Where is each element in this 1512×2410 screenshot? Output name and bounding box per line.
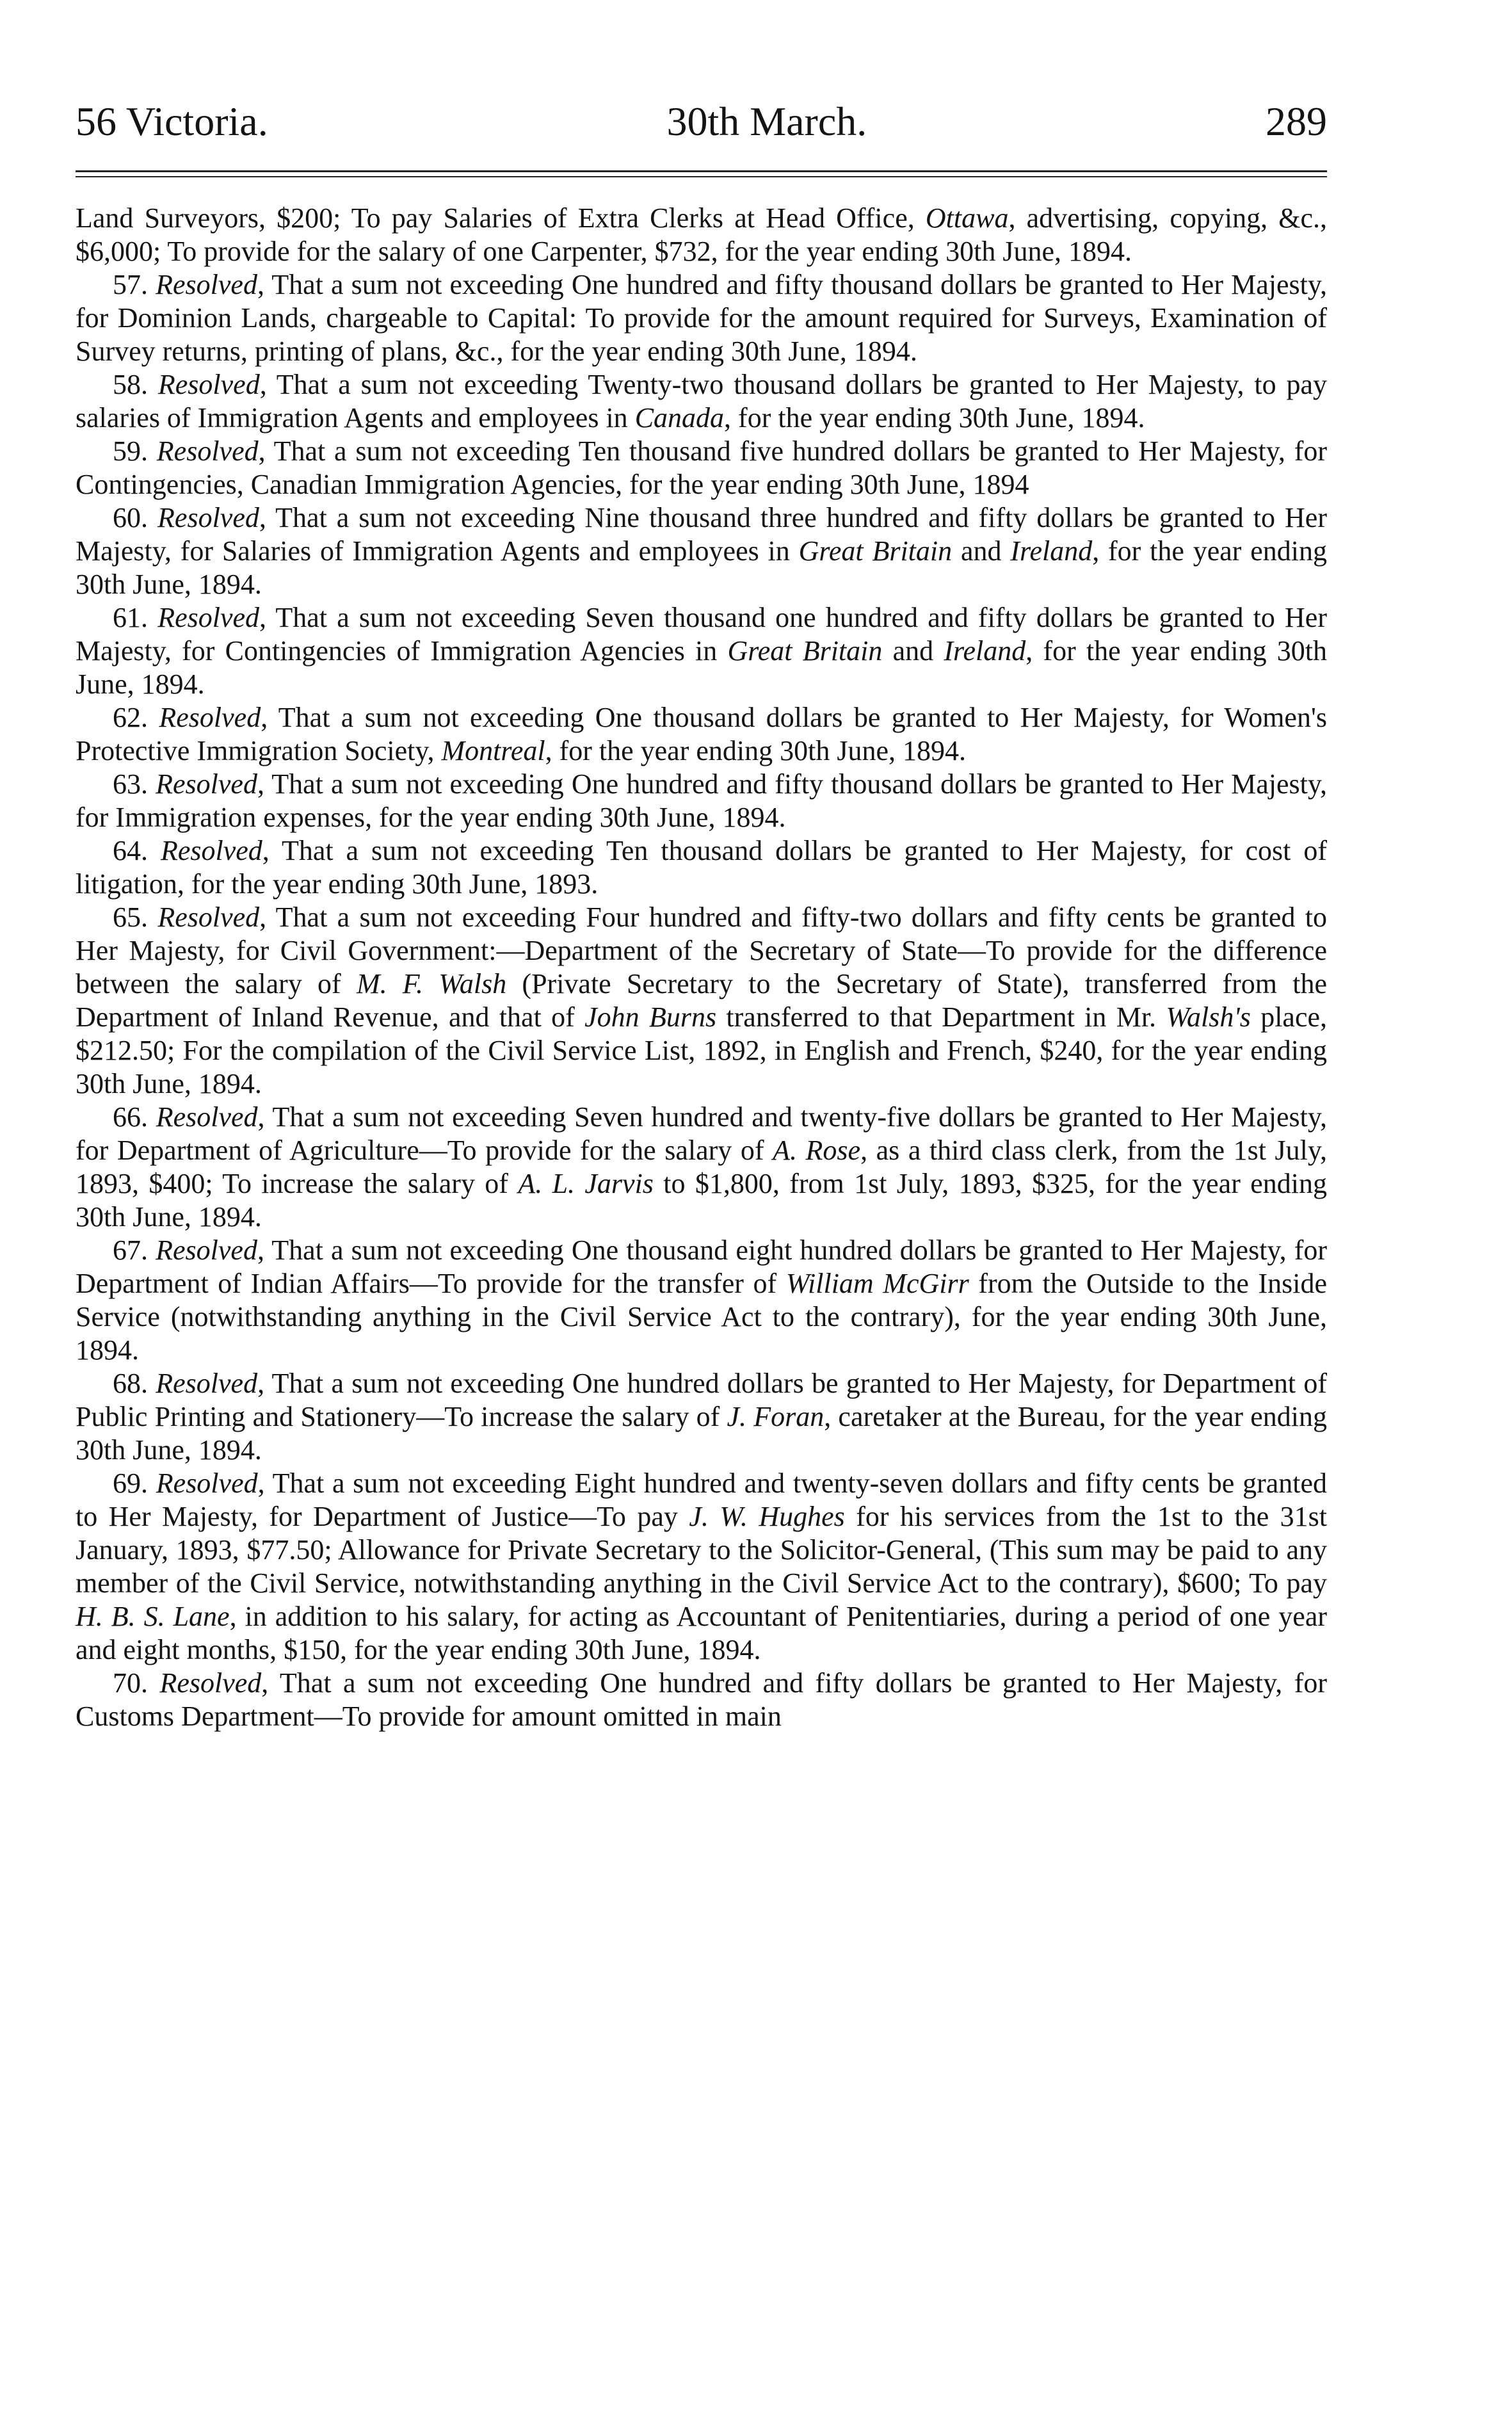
italic-text: Resolved [159, 1667, 262, 1699]
body-text: , That a sum not exceeding Ten thousand five hundred dollars be granted to Her Majesty, for Contingencies, Canadian Immigration Agencies, for the year ending 30th June, 1894 [76, 435, 1328, 500]
italic-text: Resolved [156, 1368, 258, 1399]
resolution-number: 66. [113, 1101, 156, 1133]
resolution-paragraph [76, 834, 1327, 901]
resolution-number: 57. [113, 269, 156, 300]
resolution-number: 58. [113, 369, 158, 400]
italic-text: Ottawa [925, 202, 1009, 234]
italic-text: J. Foran [727, 1401, 824, 1432]
body-text: , That a sum not exceeding One thousand dollars be granted to Her Majesty, for Women's Protective Immigration Society, [76, 702, 1328, 766]
body-text: , for the year ending 30th June, 1894. [724, 402, 1145, 433]
body-text: , That a sum not exceeding One hundred and fifty dollars be granted to Her Majesty, for Customs Department—To provide for amount omitted in main [76, 1667, 1328, 1732]
resolution-paragraph [76, 1367, 1327, 1467]
document-page [76, 96, 1327, 1733]
italic-text: A. L. Jarvis [518, 1168, 654, 1199]
body-text: , That a sum not exceeding Seven hundred and twenty-five dollars be granted to Her Majesty, for Department of Agriculture—To provide for the salary of [76, 1101, 1328, 1166]
body-text: , That a sum not exceeding Seven thousand one hundred and fifty dollars be granted to Her Majesty, for Contingencies of Immigration Agencies in [76, 602, 1327, 667]
body-text: , That a sum not exceeding Ten thousand dollars be granted to Her Majesty, for cost of litigation, for the year ending 30th June, 1893. [76, 835, 1328, 900]
italic-text: Resolved [156, 1234, 257, 1266]
resolution-number: 70. [113, 1667, 160, 1699]
body-text: , caretaker at the Bureau, for the year ending 30th June, 1894. [76, 1401, 1327, 1466]
document-body [76, 202, 1327, 1733]
body-text: , That a sum not exceeding One hundred and fifty thousand dollars be granted to Her Majesty, for Immigration expenses, for the year ending 30th June, 1894. [76, 768, 1327, 833]
continued-paragraph [76, 202, 1327, 268]
body-text: transferred to that Department in Mr. [716, 1001, 1166, 1033]
italic-text: Resolved [156, 1468, 258, 1499]
body-text: , for the year ending 30th June, 1894. [76, 535, 1327, 600]
italic-text: Montreal [441, 735, 545, 766]
italic-text: M. F. Walsh [356, 968, 507, 999]
resolution-number: 65. [113, 902, 158, 933]
body-text: , That a sum not exceeding One thousand eight hundred dollars be granted to Her Majesty, for Department of Indian Affairs—To provide for the transfer of [76, 1234, 1327, 1299]
body-text: , That a sum not exceeding Eight hundred and twenty-seven dollars and fifty cents be granted to Her Majesty, for Department of Justice—To pay [76, 1468, 1328, 1532]
body-text: to $1,800, from 1st July, 1893, $325, for the year ending 30th June, 1894. [76, 1168, 1327, 1233]
body-text: for his services from the 1st to the 31st January, 1893, $77.50; Allowance for Private Secretary to the Solicitor-General, (This sum may be paid to any member of the Civil Service, notwithstanding anything in the Civil Service Act to the contrary), $600; To pay [76, 1501, 1328, 1599]
resolution-paragraph [76, 268, 1327, 368]
header-regnal-year: 56 Victoria. [76, 99, 268, 144]
resolution-number: 64. [113, 835, 161, 866]
resolution-number: 69. [113, 1468, 156, 1499]
body-text: , That a sum not exceeding One hundred dollars be granted to Her Majesty, for Department of Public Printing and Stationery—To increase the salary of [76, 1368, 1327, 1432]
resolution-number: 60. [113, 502, 158, 533]
resolution-number: 63. [113, 768, 156, 800]
page-number: 289 [1266, 99, 1327, 144]
italic-text: A. Rose [773, 1135, 861, 1166]
running-header [76, 96, 1327, 154]
header-date: 30th March. [666, 99, 867, 144]
body-text: , as a third class clerk, from the 1st July, 1893, $400; To increase the salary of [76, 1135, 1328, 1199]
italic-text: Ireland [944, 635, 1026, 667]
resolution-paragraph [76, 901, 1327, 1101]
italic-text: H. B. S. Lane [76, 1601, 230, 1632]
resolution-number: 59. [113, 435, 157, 467]
resolution-paragraph [76, 701, 1327, 768]
body-text: , for the year ending 30th June, 1894. [76, 635, 1327, 700]
italic-text: Walsh's [1166, 1001, 1251, 1033]
italic-text: John Burns [584, 1001, 717, 1033]
italic-text: Canada [634, 402, 725, 433]
body-text: Land Surveyors, $200; To pay Salaries of Extra Clerks at Head Office, [76, 202, 926, 234]
body-text: place, $212.50; For the compilation of the Civil Service List, 1892, in English and French, $240, for the year ending 30th June, 1894. [76, 1001, 1328, 1099]
italic-text: Resolved [157, 502, 259, 533]
body-text: , That a sum not exceeding Four hundred and fifty-two dollars and fifty cents be granted to Her Majesty, for Civil Government:—Department of the Secretary of State—To provide for the difference between the salary of [76, 902, 1327, 999]
body-text: , That a sum not exceeding Twenty-two thousand dollars be granted to Her Majesty, to pay salaries of Immigration Agents and employees in [76, 369, 1328, 433]
italic-text: Resolved [160, 835, 262, 866]
resolution-paragraph [76, 1234, 1327, 1367]
resolution-paragraph [76, 1101, 1327, 1234]
italic-text: William McGirr [785, 1268, 969, 1299]
body-text: , advertising, copying, &c., $6,000; To provide for the salary of one Carpenter, $732, for the year ending 30th June, 1894. [76, 202, 1327, 267]
italic-text: Resolved [159, 702, 261, 733]
resolution-paragraph [76, 368, 1327, 435]
body-text: , for the year ending 30th June, 1894. [545, 735, 966, 766]
italic-text: Resolved [157, 602, 259, 633]
italic-text: J. W. Hughes [689, 1501, 845, 1532]
resolution-number: 61. [113, 602, 158, 633]
resolution-paragraph [76, 1467, 1327, 1667]
italic-text: Resolved [156, 1101, 258, 1133]
italic-text: Ireland [1010, 535, 1093, 567]
resolution-paragraph [76, 435, 1327, 501]
italic-text: Resolved [156, 269, 257, 300]
italic-text: Resolved [157, 902, 260, 933]
body-text: and [952, 535, 1011, 567]
italic-text: Resolved [156, 768, 257, 800]
resolution-paragraph [76, 768, 1327, 834]
italic-text: Great Britain [727, 635, 883, 667]
body-text: , in addition to his salary, for acting as Accountant of Penitentiaries, during a period of one year and eight months, $150, for the year ending 30th June, 1894. [76, 1601, 1327, 1665]
body-text: (Private Secretary to the Secretary of State), transferred from the Department of Inland Revenue, and that of [76, 968, 1327, 1033]
italic-text: Resolved [156, 435, 259, 467]
body-text: and [882, 635, 944, 667]
header-double-rule [76, 170, 1327, 177]
resolution-paragraph [76, 601, 1327, 701]
body-text: , That a sum not exceeding One hundred and fifty thousand dollars be granted to Her Majesty, for Dominion Lands, chargeable to Capital: To provide for the amount required for Surveys, Examination of Survey returns, printing of plans, &c., for the year ending 30th June, 1894. [76, 269, 1327, 367]
italic-text: Great Britain [798, 535, 953, 567]
italic-text: Resolved [157, 369, 260, 400]
resolution-number: 67. [113, 1234, 156, 1266]
resolution-paragraph [76, 1667, 1327, 1733]
body-text: from the Outside to the Inside Service (notwithstanding anything in the Civil Service Act to the contrary), for the year ending 30th June, 1894. [76, 1268, 1328, 1366]
resolution-number: 68. [113, 1368, 156, 1399]
body-text: , That a sum not exceeding Nine thousand three hundred and fifty dollars be granted to Her Majesty, for Salaries of Immigration Agents and employees in [76, 502, 1327, 567]
resolution-paragraph [76, 501, 1327, 601]
resolution-number: 62. [113, 702, 159, 733]
